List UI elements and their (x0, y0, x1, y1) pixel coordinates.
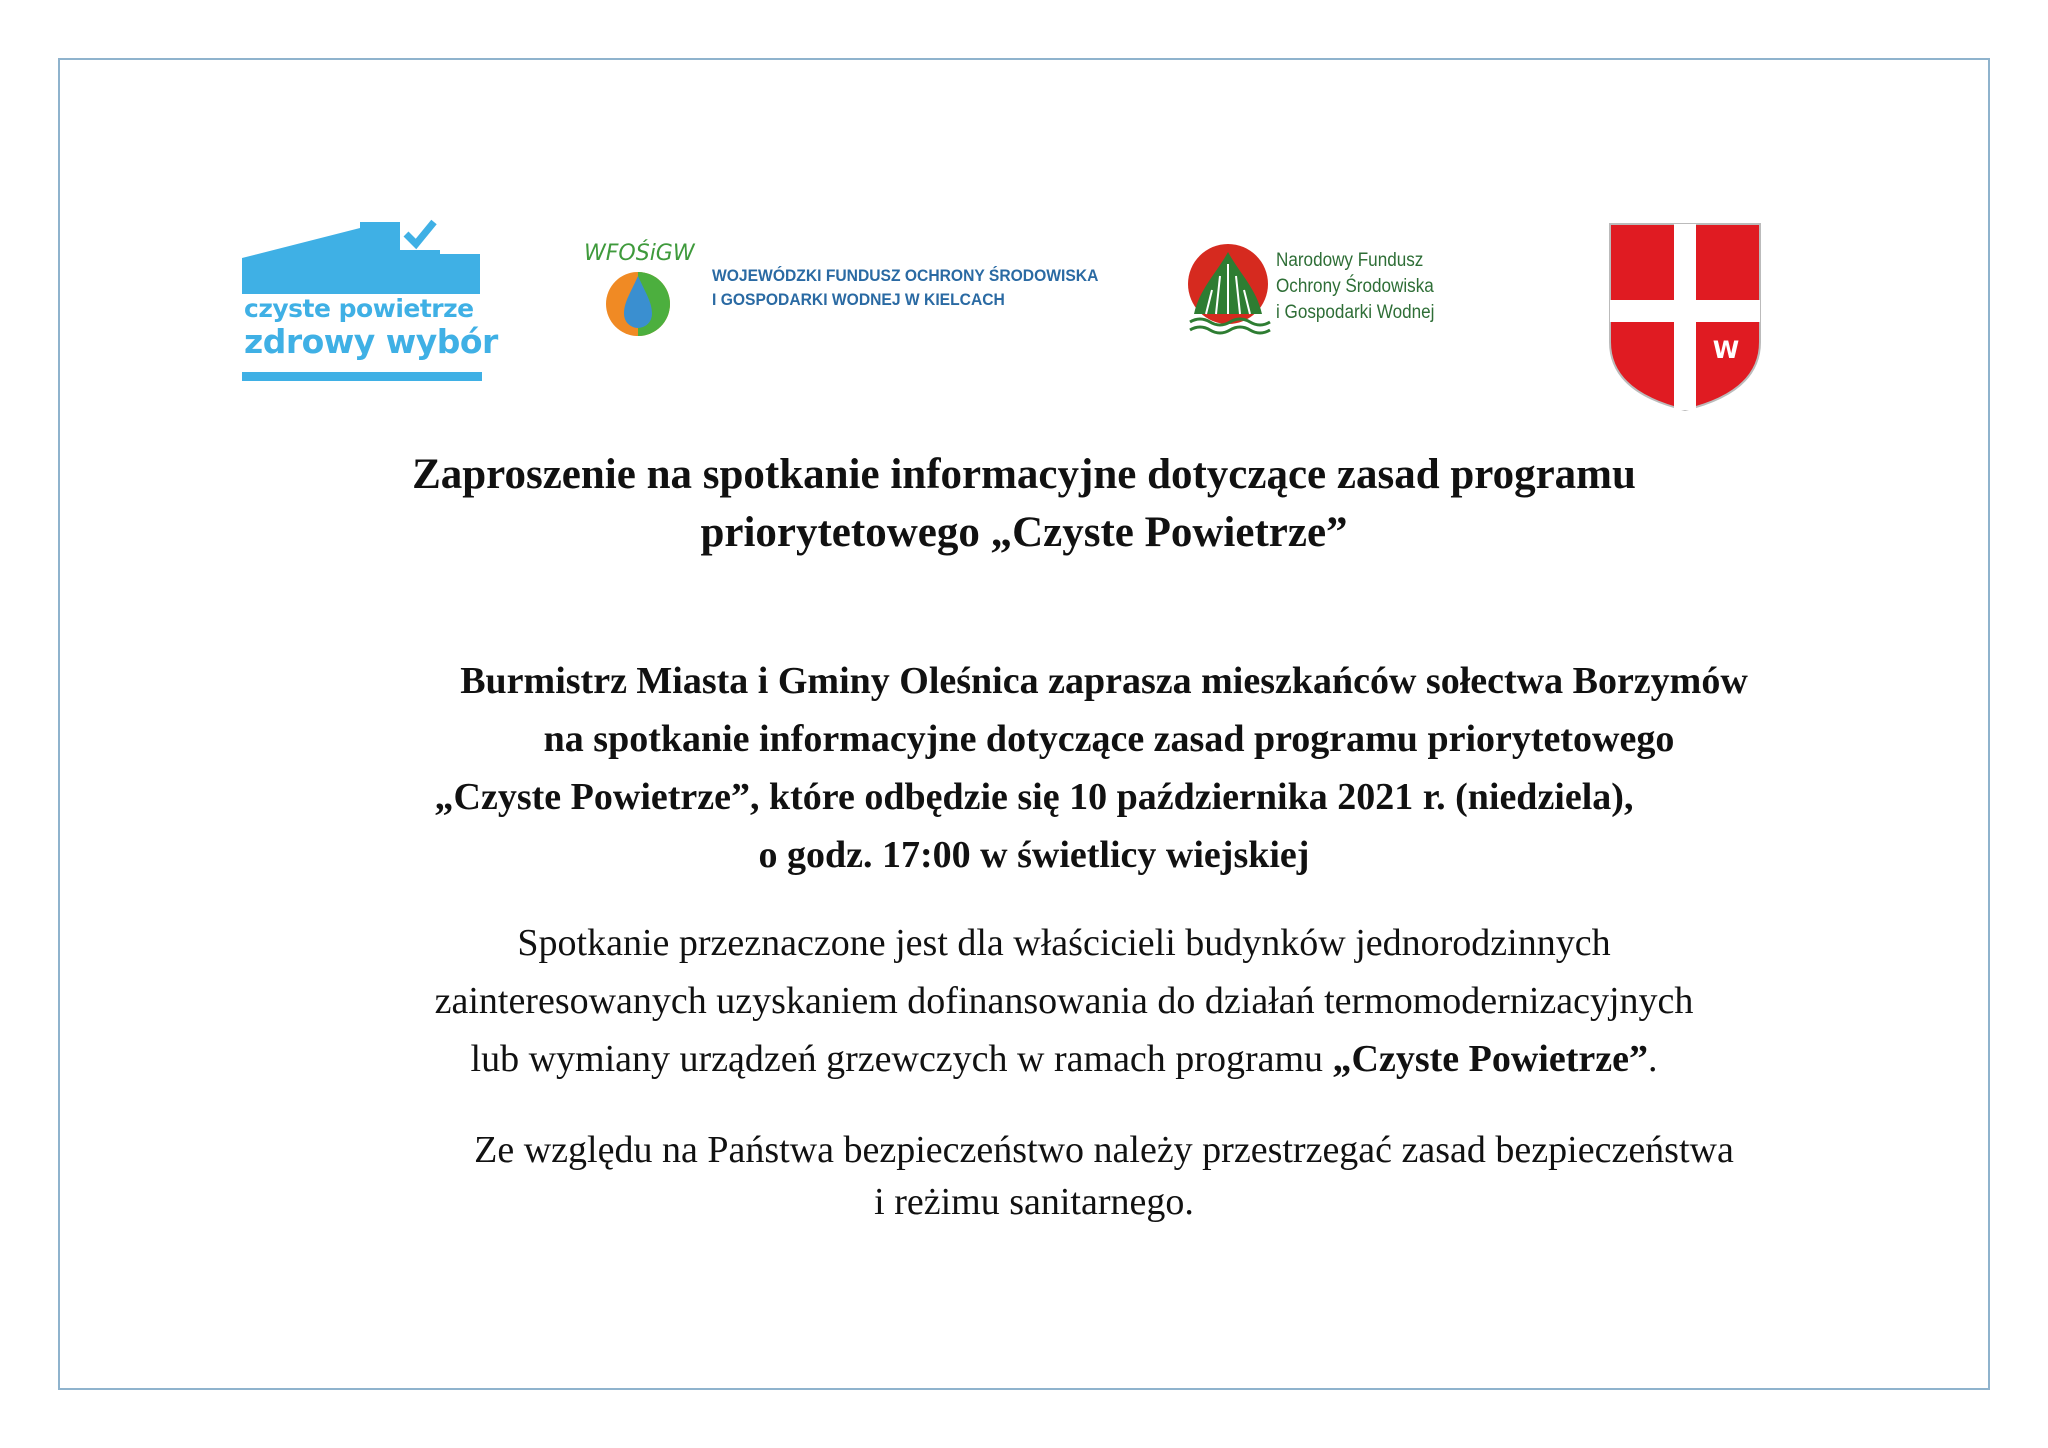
wfosigw-logo (582, 228, 1122, 340)
title-line2: priorytetowego „Czyste Powietrze” (700, 509, 1348, 556)
invitation-line2: na spotkanie informacyjne dotyczące zasad programu priorytetowego (543, 718, 1675, 760)
wfosigw-acronym: WFOŚiGW (584, 241, 695, 266)
description-line1: Spotkanie przeznaczone jest dla właścicieli budynków jednorodzinnych (517, 922, 1611, 964)
nfosigw-logo (1186, 244, 1486, 344)
description-paragraph (294, 914, 1834, 1088)
description-line3-suffix: . (1647, 1038, 1658, 1080)
invitation-line1: Burmistrz Miasta i Gminy Oleśnica zaprasza mieszkańców sołectwa Borzymów (460, 660, 1748, 702)
invitation-line3: „Czyste Powietrze”, które odbędzie się 10 października 2021 r. (niedziela), (434, 776, 1634, 818)
safety-line1: Ze względu na Państwa bezpieczeństwo należy przestrzegać zasad bezpieczeństwa (474, 1129, 1734, 1171)
page-title (224, 446, 1824, 562)
nfosigw-line2: Ochrony Środowiska (1276, 276, 1434, 297)
invitation-line4: o godz. 17:00 w świetlicy wiejskiej (758, 834, 1310, 876)
czyste-logo-line2: zdrowy wybór (244, 322, 498, 361)
invitation-paragraph (324, 652, 1884, 884)
program-name: „Czyste Powietrze” (1332, 1038, 1648, 1080)
coat-of-arms (1608, 222, 1762, 412)
safety-line2: i reżimu sanitarnego. (874, 1181, 1194, 1223)
description-line3 (294, 1030, 1834, 1088)
house-check-icon (242, 216, 484, 296)
title-line1: Zaproszenie na spotkanie informacyjne dotyczące zasad programu (412, 451, 1636, 498)
nfosigw-emblem-icon (1186, 244, 1272, 340)
logo-underline (242, 372, 484, 382)
wfosigw-line1: WOJEWÓDZKI FUNDUSZ OCHRONY ŚRODOWISKA (712, 266, 1099, 285)
nfosigw-line1: Narodowy Fundusz (1276, 250, 1424, 271)
wfosigw-line2: I GOSPODARKI WODNEJ W KIELCACH (712, 290, 1005, 309)
coat-of-arms-letter-icon: W (1712, 336, 1740, 364)
wfosigw-name (712, 264, 1098, 312)
safety-notice (324, 1124, 1884, 1228)
czyste-powietrze-logo (242, 216, 498, 384)
nfosigw-name (1276, 248, 1434, 326)
description-line2: zainteresowanych uzyskaniem dofinansowania do działań termomodernizacyjnych (434, 980, 1694, 1022)
czyste-logo-line1: czyste powietrze (244, 294, 474, 323)
nfosigw-line3: i Gospodarki Wodnej (1276, 302, 1435, 323)
wfosigw-emblem (582, 228, 710, 340)
description-line3-prefix: lub wymiany urządzeń grzewczych w ramach programu (470, 1038, 1333, 1080)
shield-cross-icon (1608, 222, 1762, 412)
